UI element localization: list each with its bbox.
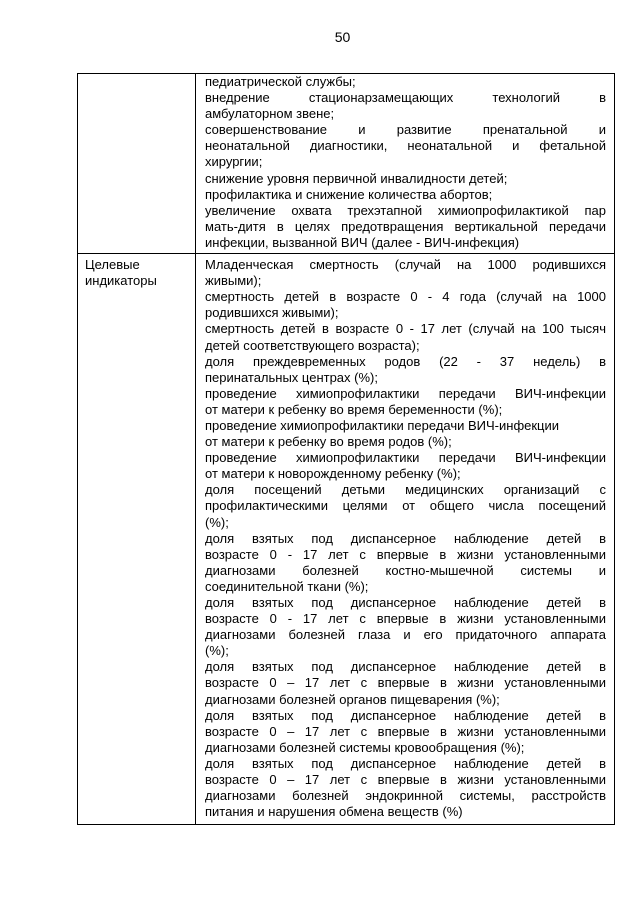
- table-row-continuation: [78, 74, 615, 254]
- text-line: смертность детей в возрасте 0 - 17 лет (случай на 100 тысяч: [205, 321, 606, 337]
- text-line: проведение химиопрофилактики передачи ВИЧ-инфекции: [205, 417, 560, 433]
- content-table: [77, 73, 615, 825]
- text-line: возрасте 0 – 17 лет с впервые в жизни установленными: [205, 675, 606, 691]
- text-line: неонатальной диагностики, неонатальной и фетальной: [205, 138, 606, 154]
- text-line: проведение химиопрофилактики передачи ВИЧ-инфекции: [205, 385, 606, 401]
- page-number: 50: [334, 29, 351, 45]
- text-line: доля взятых под диспансерное наблюдение детей в: [205, 707, 606, 723]
- text-line: возрасте 0 – 17 лет с впервые в жизни установленными: [205, 772, 606, 788]
- text-line: хирургии;: [205, 154, 263, 170]
- text-line: профилактика и снижение количества абортов;: [205, 186, 493, 202]
- text-line: диагнозами болезней органов пищеварения (%);: [205, 691, 500, 707]
- text-line: от матери к новорожденному ребенку (%);: [205, 466, 461, 482]
- text-line: диагнозами болезней глаза и его придаточного аппарата: [205, 627, 606, 643]
- text-line: доля взятых под диспансерное наблюдение детей в: [205, 755, 606, 771]
- text-line: профилактическими целями от общего числа посещений: [205, 498, 606, 514]
- text-line: мать-дитя в целях предотвращения вертикальной передачи: [205, 218, 606, 234]
- text-line: перинатальных центрах (%);: [205, 369, 378, 385]
- text-line: доля взятых под диспансерное наблюдение детей в: [205, 659, 606, 675]
- indicators-label-line1: Целевые: [85, 257, 140, 273]
- tasks-text-block: [196, 74, 614, 253]
- text-line: доля взятых под диспансерное наблюдение детей в: [205, 530, 606, 546]
- text-line: живыми);: [205, 273, 262, 289]
- label-cell-indicators: [78, 254, 196, 825]
- text-line: снижение уровня первичной инвалидности детей;: [205, 170, 508, 186]
- text-line: (%);: [205, 514, 229, 530]
- text-line: внедрение стационарзамещающих технологий в: [205, 90, 606, 106]
- text-line: (%);: [205, 643, 229, 659]
- text-line: инфекции, вызванной ВИЧ (далее - ВИЧ-инфекция): [205, 234, 520, 250]
- text-line: диагнозами болезней системы кровообращения (%);: [205, 739, 525, 755]
- text-line: родившихся живыми);: [205, 305, 339, 321]
- indicators-label: [78, 254, 195, 289]
- text-line: соединительной ткани (%);: [205, 578, 369, 594]
- text-line: доля взятых под диспансерное наблюдение детей в: [205, 595, 606, 610]
- text-line: увеличение охвата трехэтапной химиопрофилактикой пар: [205, 202, 606, 218]
- text-line: педиатрической службы;: [205, 74, 356, 89]
- text-line: возрасте 0 – 17 лет с впервые в жизни установленными: [205, 723, 606, 739]
- indicators-label-line2: индикаторы: [85, 273, 157, 289]
- text-line: доля преждевременных родов (22 - 37 недель) в: [205, 353, 606, 369]
- text-line: диагнозами болезней костно-мышечной системы и: [205, 562, 606, 578]
- text-line: возрасте 0 - 17 лет с впервые в жизни установленными: [205, 546, 606, 562]
- text-line: амбулаторном звене;: [205, 106, 335, 122]
- text-line: диагнозами болезней эндокринной системы, расстройств: [205, 788, 606, 804]
- text-line: от матери к ребенку во время родов (%);: [205, 434, 452, 450]
- label-cell-empty: [78, 74, 196, 254]
- text-line: проведение химиопрофилактики передачи ВИЧ-инфекции: [205, 450, 606, 466]
- text-line: от матери к ребенку во время беременности (%);: [205, 401, 503, 417]
- table-row-indicators: [78, 254, 615, 825]
- text-line: возрасте 0 - 17 лет с впервые в жизни установленными: [205, 611, 606, 627]
- text-line: совершенствование и развитие пренатальной и: [205, 122, 606, 138]
- text-line: смертность детей в возрасте 0 - 4 года (случай на 1000: [205, 289, 606, 305]
- text-line: Младенческая смертность (случай на 1000 родившихся: [205, 257, 606, 273]
- indicators-text-block: [196, 254, 614, 824]
- content-cell-indicators: [196, 254, 615, 825]
- content-cell-tasks: [196, 74, 615, 254]
- text-line: детей соответствующего возраста);: [205, 337, 420, 353]
- text-line: доля посещений детьми медицинских организаций с: [205, 482, 606, 498]
- text-line: питания и нарушения обмена веществ (%): [205, 804, 463, 820]
